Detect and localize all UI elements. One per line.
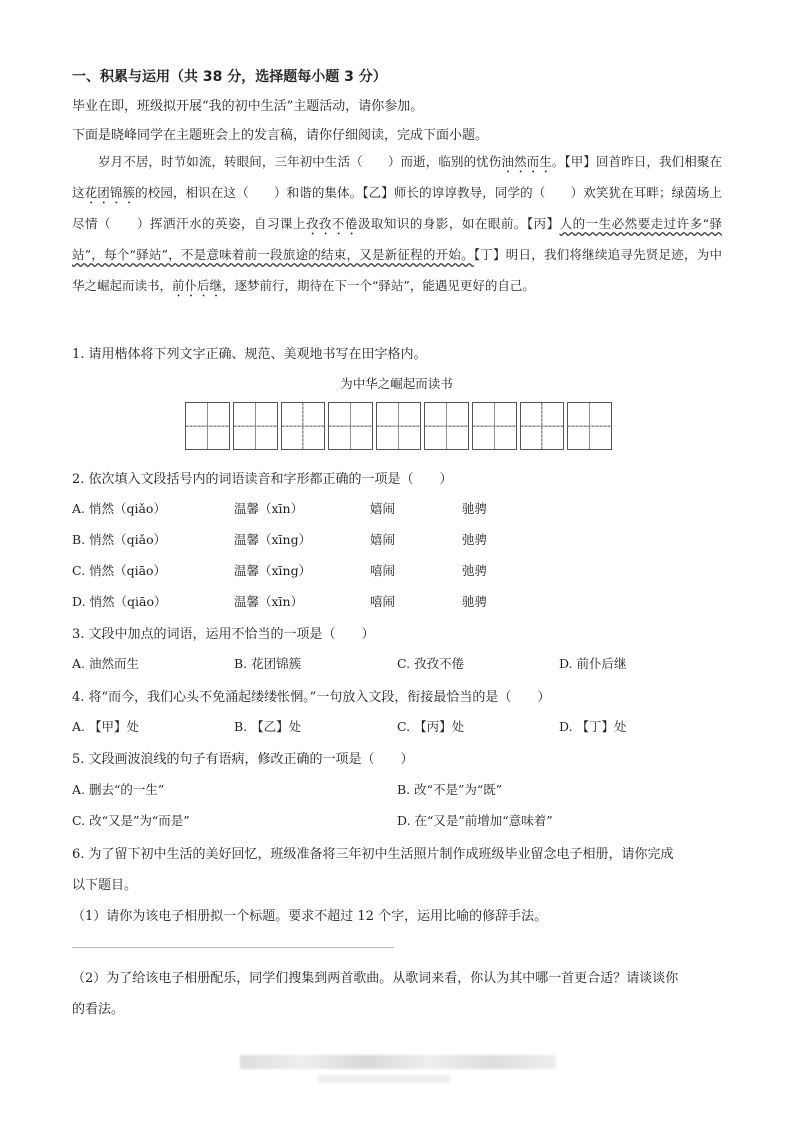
- tianzige-cell[interactable]: [424, 402, 469, 450]
- tianzige-grid[interactable]: [185, 402, 615, 450]
- section-title: 一、积累与运用（共 38 分，选择题每小题 3 分）: [72, 69, 387, 85]
- q2-option-b[interactable]: B. 悄然（qiǎo）: [72, 532, 167, 547]
- q3-option-d[interactable]: D. 前仆后继: [559, 656, 627, 671]
- dotted-word: 前仆后继: [172, 278, 223, 293]
- q5-option-c[interactable]: C. 改“又是”为“而是”: [72, 813, 190, 828]
- tianzige-cell[interactable]: [520, 402, 565, 450]
- q4-option-a[interactable]: A. 【甲】处: [72, 719, 139, 734]
- q2-option-b-part: 嬉闹: [370, 532, 396, 547]
- cell-guide-lines: [329, 403, 372, 449]
- tianzige-cell[interactable]: [376, 402, 421, 450]
- q2-option-a-part: 驰骋: [462, 501, 488, 516]
- q6-sub2-line-1: （2）为了给该电子相册配乐，同学们搜集到两首歌曲。从歌词来看，你认为其中哪一首更合适？请谈谈你: [72, 971, 679, 986]
- tianzige-cell[interactable]: [328, 402, 373, 450]
- passage-text: ，逐梦前行，期待在下一个“驿站”，能遇见更好的自己。: [222, 278, 535, 293]
- cell-guide-lines: [425, 403, 468, 449]
- q6-stem-line-1: 6. 为了留下初中生活的美好回忆，班级准备将三年初中生活照片制作成班级毕业留念电子相册，请你完成: [72, 847, 674, 862]
- q2-option-a-part: 温馨（xīn）: [234, 501, 304, 516]
- q2-option-b-part: 弛骋: [462, 532, 488, 547]
- tianzige-cell[interactable]: [185, 402, 230, 450]
- q5-option-b[interactable]: B. 改“不是”为“既”: [397, 782, 503, 797]
- q2-option-c-part: 温馨（xīng）: [234, 563, 312, 578]
- tianzige-cell[interactable]: [472, 402, 517, 450]
- tianzige-cell[interactable]: [233, 402, 278, 450]
- q2-option-d-part: 嘻闹: [370, 594, 396, 609]
- tianzige-cell[interactable]: [281, 402, 326, 450]
- q1-grid-title: 为中华之崛起而读书: [340, 376, 453, 391]
- q5-stem: 5. 文段画波浪线的句子有语病，修改正确的一项是（ ）: [72, 752, 414, 767]
- cell-guide-lines: [473, 403, 516, 449]
- q1-stem: 1. 请用楷体将下列文字正确、规范、美观地书写在田字格内。: [72, 347, 427, 362]
- cell-guide-lines: [234, 403, 277, 449]
- q4-option-b[interactable]: B. 【乙】处: [234, 719, 302, 734]
- cell-guide-lines: [282, 403, 325, 449]
- q2-option-b-part: 温馨（xīng）: [234, 532, 312, 547]
- q4-stem: 4. 将“而今，我们心头不免涌起缕缕怅惘。”一句放入文段，衔接最恰当的是（ ）: [72, 690, 551, 705]
- wavy-underlined-sentence: 人的一生必然要走过许多“驿站”，每个“驿站”，不是意味着前一段旅途的结束，又是新征程的开始。: [72, 216, 722, 262]
- q5-option-a[interactable]: A. 删去“的一生”: [72, 782, 165, 797]
- q3-option-c[interactable]: C. 孜孜不倦: [397, 656, 465, 671]
- dotted-word: 孜孜不倦: [305, 216, 358, 231]
- passage-text: 岁月不居，时节如流，转眼间，三年初中生活（ ）而逝，临别的忧伤: [98, 154, 502, 169]
- q6-stem-line-2: 以下题目。: [72, 878, 138, 893]
- passage: [72, 146, 722, 301]
- q2-option-d-part: 驰骋: [462, 594, 488, 609]
- passage-text: 。【甲】回首昨日，我们相聚在这: [72, 154, 722, 200]
- blurred-footer-2: [318, 1075, 450, 1083]
- q3-option-b[interactable]: B. 花团锦簇: [234, 656, 302, 671]
- q2-option-a-part: 嬉闹: [370, 501, 396, 516]
- q4-option-c[interactable]: C. 【丙】处: [397, 719, 465, 734]
- q6-sub2-line-2: 的看法。: [72, 1002, 125, 1017]
- intro-line-1: 毕业在即，班级拟开展“我的初中生活”主题活动，请你参加。: [72, 99, 424, 114]
- blurred-footer: [240, 1055, 556, 1069]
- q5-option-d[interactable]: D. 在“又是”前增加“意味着”: [397, 813, 553, 828]
- q3-option-a[interactable]: A. 油然而生: [72, 656, 139, 671]
- q2-option-c-part: 嘻闹: [370, 563, 396, 578]
- q2-stem: 2. 依次填入文段括号内的词语读音和字形都正确的一项是（ ）: [72, 472, 453, 487]
- answer-line[interactable]: [72, 947, 394, 948]
- cell-guide-lines: [568, 403, 611, 449]
- tianzige-cell[interactable]: [567, 402, 612, 450]
- q3-stem: 3. 文段中加点的词语，运用不恰当的一项是（ ）: [72, 627, 375, 642]
- cell-guide-lines: [186, 403, 229, 449]
- cell-guide-lines: [521, 403, 564, 449]
- q2-option-d[interactable]: D. 悄然（qiāo）: [72, 594, 167, 609]
- q2-option-a[interactable]: A. 悄然（qiǎo）: [72, 501, 166, 516]
- q2-option-c[interactable]: C. 悄然（qiāo）: [72, 563, 167, 578]
- q4-option-d[interactable]: D. 【丁】处: [559, 719, 627, 734]
- passage-text: 【丁】明日，我们将继续追寻先贤足迹，为中华之崛起而读书，: [72, 247, 722, 293]
- passage-text: 汲取知识的身影，如在眼前。【丙】: [357, 216, 560, 231]
- q2-option-c-part: 弛骋: [462, 563, 488, 578]
- dotted-word: 花团锦簇: [84, 185, 136, 200]
- q6-sub1: （1）请你为该电子相册拟一个标题。要求不超过 12 个字，运用比喻的修辞手法。: [72, 909, 548, 924]
- intro-line-2: 下面是晓峰同学在主题班会上的发言稿，请你仔细阅读，完成下面小题。: [72, 128, 489, 143]
- q2-option-d-part: 温馨（xīn）: [234, 594, 304, 609]
- cell-guide-lines: [377, 403, 420, 449]
- passage-text: 的校园，相识在这（ ）和谐的集体。【乙】师长的谆谆教导，同学的（ ）欢笑犹在耳畔；绿茵场上尽情（ ）挥洒汗水的英姿，自习课上: [72, 185, 722, 231]
- dotted-word: 油然而生: [501, 154, 552, 169]
